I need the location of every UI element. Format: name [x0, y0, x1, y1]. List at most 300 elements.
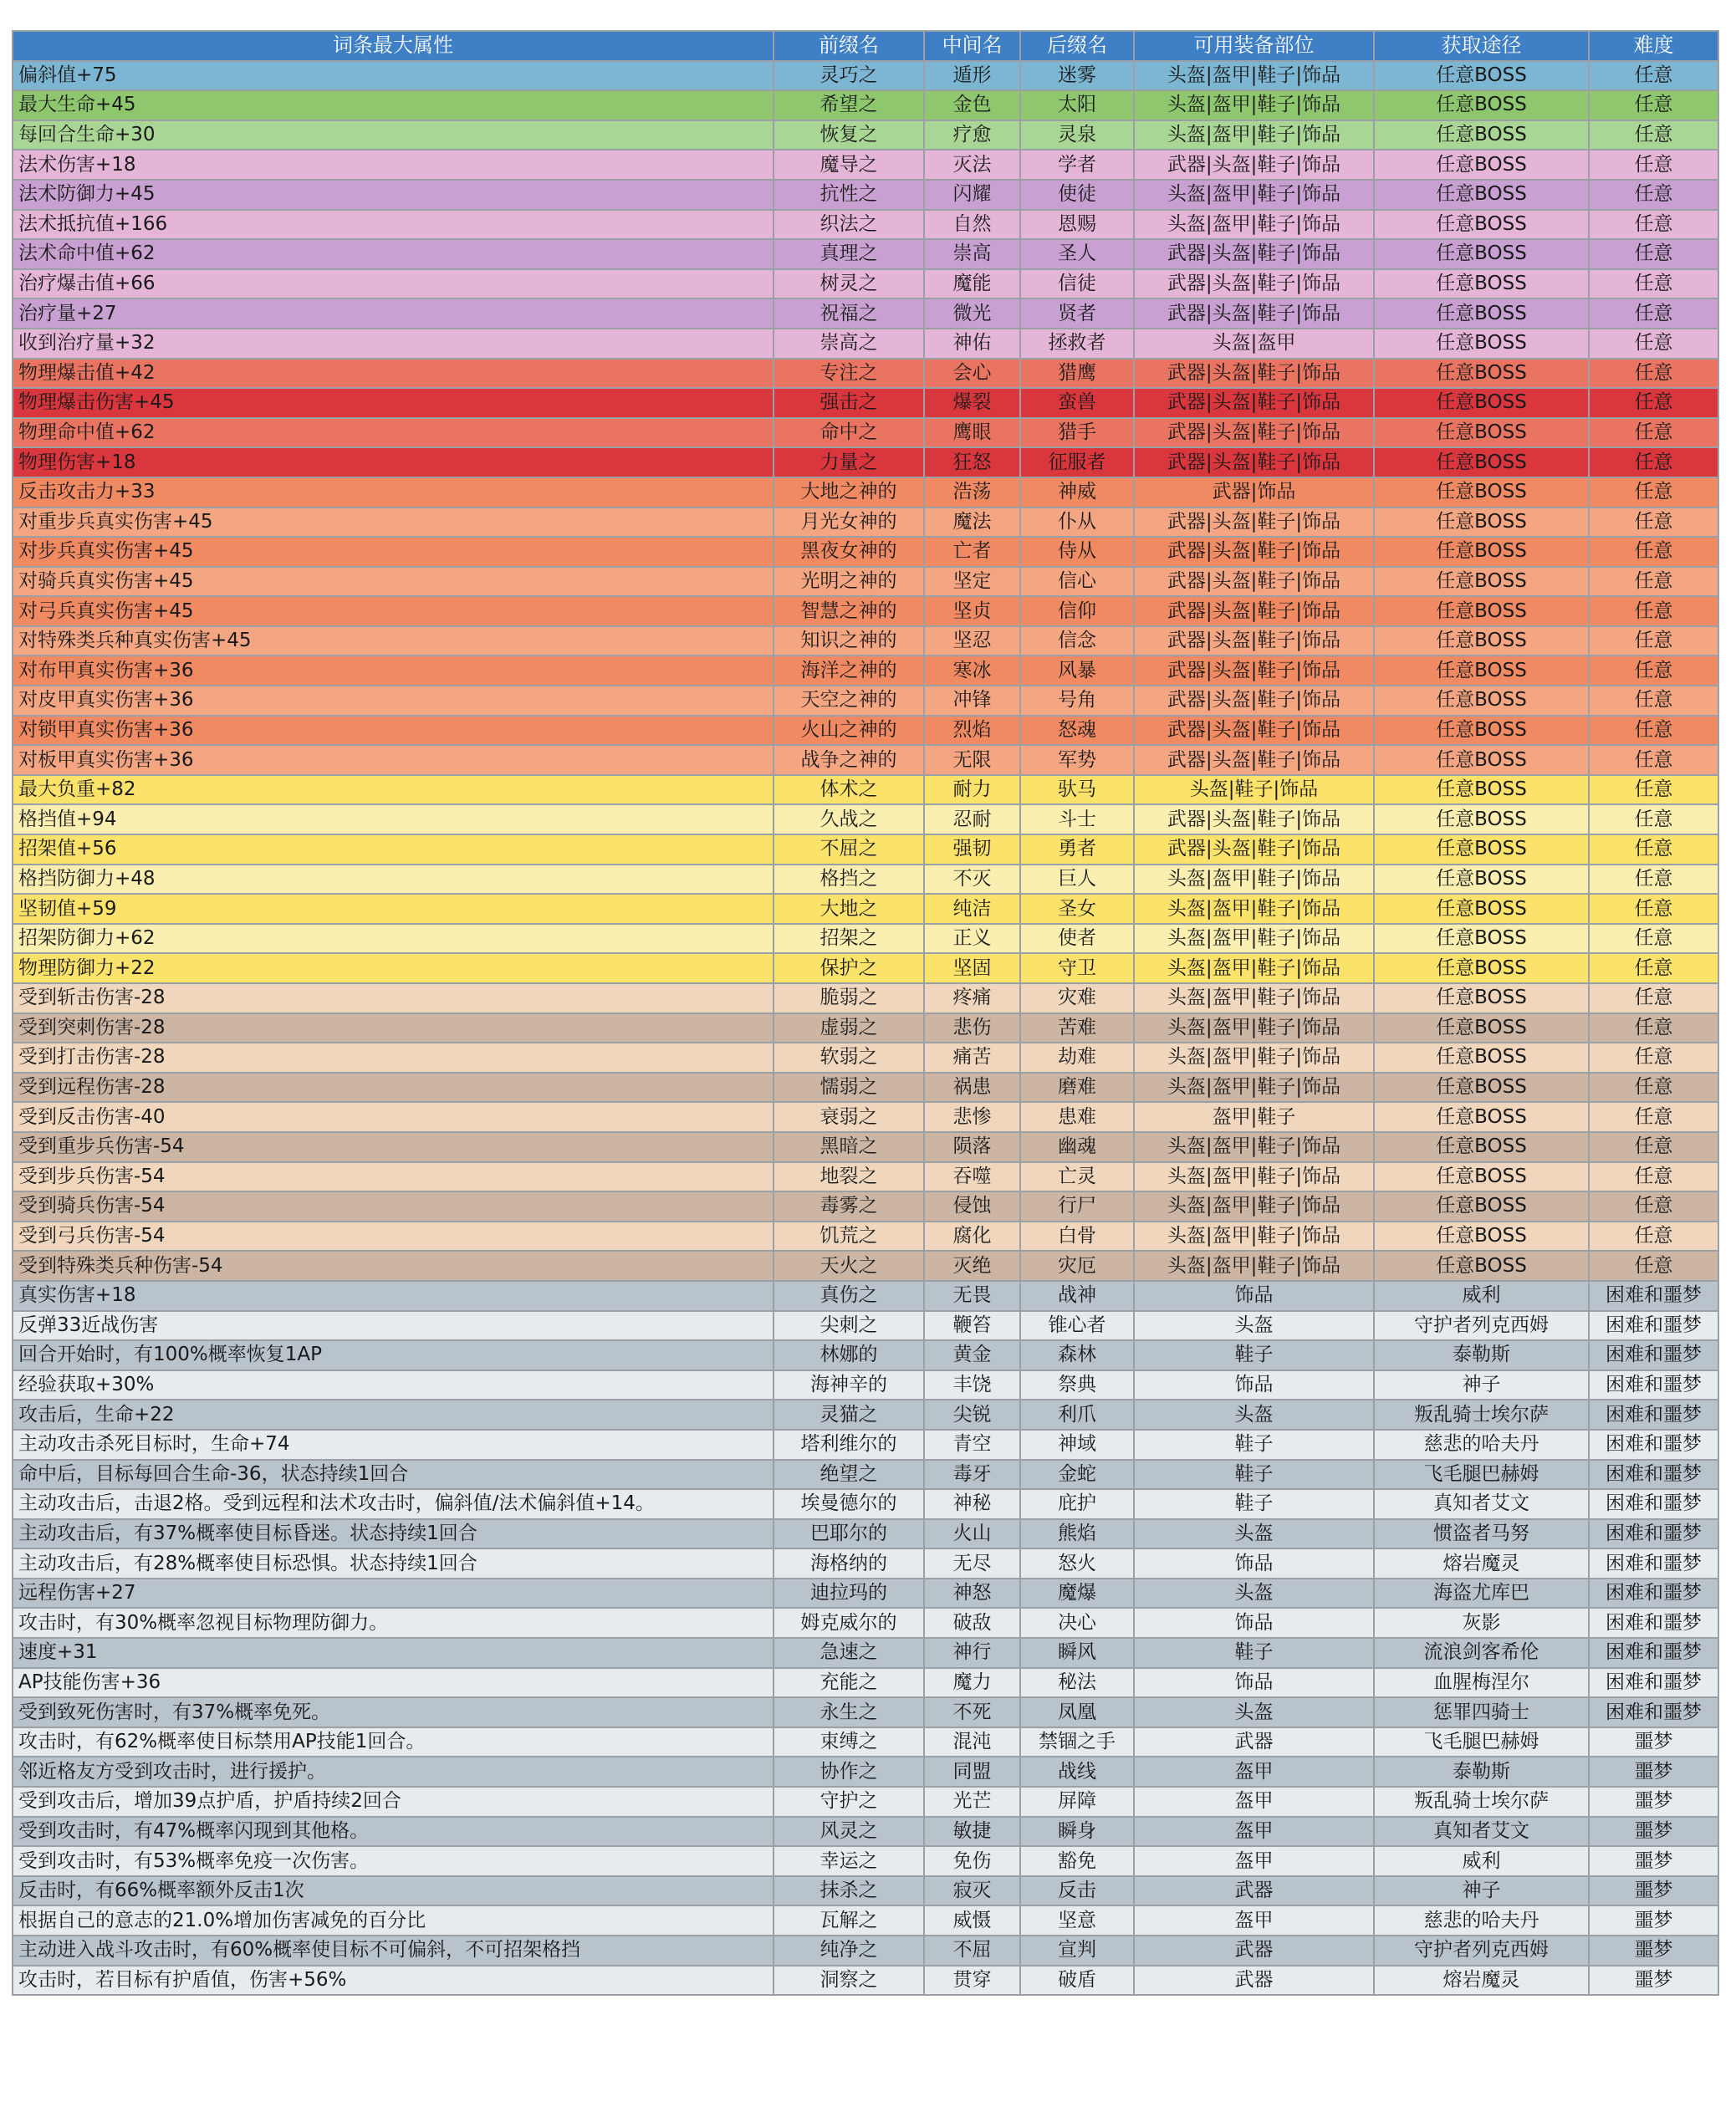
- attribute-cell[interactable]: 受到致死伤害时，有37%概率免死。: [13, 1697, 774, 1727]
- slot-cell[interactable]: 头盔|盔甲|鞋子|饰品: [1134, 1251, 1374, 1281]
- prefix-cell[interactable]: 火山之神的: [774, 716, 924, 746]
- attribute-cell[interactable]: 反击攻击力+33: [13, 477, 774, 508]
- attribute-cell[interactable]: 物理防御力+22: [13, 953, 774, 983]
- suffix-cell[interactable]: 破盾: [1020, 1966, 1134, 1996]
- attribute-cell[interactable]: 对重步兵真实伤害+45: [13, 508, 774, 538]
- source-cell[interactable]: 慈悲的哈夫丹: [1374, 1905, 1589, 1936]
- source-cell[interactable]: 任意BOSS: [1374, 388, 1589, 418]
- difficulty-cell[interactable]: 任意: [1589, 626, 1718, 656]
- middle-cell[interactable]: 黄金: [924, 1340, 1020, 1370]
- prefix-cell[interactable]: 洞察之: [774, 1966, 924, 1996]
- middle-cell[interactable]: 魔力: [924, 1668, 1020, 1698]
- header-suffix[interactable]: 后缀名: [1020, 31, 1134, 61]
- prefix-cell[interactable]: 海格纳的: [774, 1548, 924, 1579]
- difficulty-cell[interactable]: 任意: [1589, 745, 1718, 775]
- middle-cell[interactable]: 爆裂: [924, 388, 1020, 418]
- slot-cell[interactable]: 头盔: [1134, 1400, 1374, 1430]
- prefix-cell[interactable]: 黑夜女神的: [774, 537, 924, 567]
- difficulty-cell[interactable]: 噩梦: [1589, 1876, 1718, 1906]
- middle-cell[interactable]: 亡者: [924, 537, 1020, 567]
- attribute-cell[interactable]: 受到远程伤害-28: [13, 1073, 774, 1103]
- source-cell[interactable]: 任意BOSS: [1374, 418, 1589, 448]
- slot-cell[interactable]: 饰品: [1134, 1370, 1374, 1400]
- difficulty-cell[interactable]: 任意: [1589, 834, 1718, 865]
- prefix-cell[interactable]: 天空之神的: [774, 686, 924, 716]
- suffix-cell[interactable]: 征服者: [1020, 447, 1134, 477]
- suffix-cell[interactable]: 太阳: [1020, 90, 1134, 120]
- attribute-cell[interactable]: 攻击后，生命+22: [13, 1400, 774, 1430]
- attribute-cell[interactable]: 受到步兵伤害-54: [13, 1162, 774, 1192]
- difficulty-cell[interactable]: 困难和噩梦: [1589, 1638, 1718, 1668]
- suffix-cell[interactable]: 锥心者: [1020, 1311, 1134, 1341]
- suffix-cell[interactable]: 使者: [1020, 924, 1134, 954]
- slot-cell[interactable]: 头盔|盔甲|鞋子|饰品: [1134, 894, 1374, 924]
- slot-cell[interactable]: 头盔|盔甲|鞋子|饰品: [1134, 61, 1374, 91]
- attribute-cell[interactable]: 招架值+56: [13, 834, 774, 865]
- prefix-cell[interactable]: 地裂之: [774, 1162, 924, 1192]
- middle-cell[interactable]: 强韧: [924, 834, 1020, 865]
- attribute-cell[interactable]: 治疗量+27: [13, 298, 774, 329]
- difficulty-cell[interactable]: 困难和噩梦: [1589, 1400, 1718, 1430]
- prefix-cell[interactable]: 饥荒之: [774, 1222, 924, 1252]
- attribute-cell[interactable]: 受到重步兵伤害-54: [13, 1132, 774, 1162]
- header-max-attribute[interactable]: 词条最大属性: [13, 31, 774, 61]
- suffix-cell[interactable]: 圣女: [1020, 894, 1134, 924]
- attribute-cell[interactable]: 受到骑兵伤害-54: [13, 1191, 774, 1222]
- source-cell[interactable]: 任意BOSS: [1374, 865, 1589, 895]
- prefix-cell[interactable]: 强击之: [774, 388, 924, 418]
- prefix-cell[interactable]: 招架之: [774, 924, 924, 954]
- difficulty-cell[interactable]: 任意: [1589, 477, 1718, 508]
- difficulty-cell[interactable]: 任意: [1589, 537, 1718, 567]
- attribute-cell[interactable]: 根据自己的意志的21.0%增加伤害减免的百分比: [13, 1905, 774, 1936]
- prefix-cell[interactable]: 抹杀之: [774, 1876, 924, 1906]
- slot-cell[interactable]: 鞋子: [1134, 1460, 1374, 1490]
- slot-cell[interactable]: 鞋子: [1134, 1638, 1374, 1668]
- prefix-cell[interactable]: 毒雾之: [774, 1191, 924, 1222]
- suffix-cell[interactable]: 豁免: [1020, 1846, 1134, 1876]
- middle-cell[interactable]: 鹰眼: [924, 418, 1020, 448]
- prefix-cell[interactable]: 恢复之: [774, 120, 924, 150]
- prefix-cell[interactable]: 格挡之: [774, 865, 924, 895]
- middle-cell[interactable]: 不屈: [924, 1936, 1020, 1966]
- slot-cell[interactable]: 武器|头盔|鞋子|饰品: [1134, 508, 1374, 538]
- middle-cell[interactable]: 混沌: [924, 1727, 1020, 1757]
- suffix-cell[interactable]: 巨人: [1020, 865, 1134, 895]
- prefix-cell[interactable]: 巴耶尔的: [774, 1519, 924, 1549]
- middle-cell[interactable]: 闪耀: [924, 180, 1020, 210]
- middle-cell[interactable]: 魔能: [924, 269, 1020, 299]
- prefix-cell[interactable]: 天火之: [774, 1251, 924, 1281]
- suffix-cell[interactable]: 信念: [1020, 626, 1134, 656]
- difficulty-cell[interactable]: 任意: [1589, 329, 1718, 359]
- source-cell[interactable]: 神子: [1374, 1876, 1589, 1906]
- middle-cell[interactable]: 冲锋: [924, 686, 1020, 716]
- middle-cell[interactable]: 神秘: [924, 1489, 1020, 1519]
- difficulty-cell[interactable]: 任意: [1589, 983, 1718, 1013]
- slot-cell[interactable]: 头盔: [1134, 1311, 1374, 1341]
- middle-cell[interactable]: 寒冰: [924, 656, 1020, 686]
- source-cell[interactable]: 真知者艾文: [1374, 1817, 1589, 1847]
- slot-cell[interactable]: 武器|头盔|鞋子|饰品: [1134, 567, 1374, 597]
- prefix-cell[interactable]: 体术之: [774, 775, 924, 805]
- middle-cell[interactable]: 不死: [924, 1697, 1020, 1727]
- suffix-cell[interactable]: 魔爆: [1020, 1579, 1134, 1609]
- middle-cell[interactable]: 腐化: [924, 1222, 1020, 1252]
- prefix-cell[interactable]: 衰弱之: [774, 1102, 924, 1132]
- source-cell[interactable]: 任意BOSS: [1374, 1043, 1589, 1073]
- suffix-cell[interactable]: 贤者: [1020, 298, 1134, 329]
- slot-cell[interactable]: 武器|头盔|鞋子|饰品: [1134, 388, 1374, 418]
- attribute-cell[interactable]: 受到弓兵伤害-54: [13, 1222, 774, 1252]
- attribute-cell[interactable]: 攻击时，若目标有护盾值，伤害+56%: [13, 1966, 774, 1996]
- attribute-cell[interactable]: 攻击时，有30%概率忽视目标物理防御力。: [13, 1608, 774, 1638]
- attribute-cell[interactable]: 经验获取+30%: [13, 1370, 774, 1400]
- middle-cell[interactable]: 悲伤: [924, 1013, 1020, 1043]
- difficulty-cell[interactable]: 噩梦: [1589, 1817, 1718, 1847]
- source-cell[interactable]: 任意BOSS: [1374, 924, 1589, 954]
- difficulty-cell[interactable]: 困难和噩梦: [1589, 1697, 1718, 1727]
- attribute-cell[interactable]: 对锁甲真实伤害+36: [13, 716, 774, 746]
- middle-cell[interactable]: 疼痛: [924, 983, 1020, 1013]
- difficulty-cell[interactable]: 噩梦: [1589, 1966, 1718, 1996]
- difficulty-cell[interactable]: 困难和噩梦: [1589, 1311, 1718, 1341]
- suffix-cell[interactable]: 神威: [1020, 477, 1134, 508]
- difficulty-cell[interactable]: 任意: [1589, 567, 1718, 597]
- difficulty-cell[interactable]: 噩梦: [1589, 1727, 1718, 1757]
- difficulty-cell[interactable]: 困难和噩梦: [1589, 1548, 1718, 1579]
- attribute-cell[interactable]: 对板甲真实伤害+36: [13, 745, 774, 775]
- suffix-cell[interactable]: 拯救者: [1020, 329, 1134, 359]
- source-cell[interactable]: 任意BOSS: [1374, 1191, 1589, 1222]
- prefix-cell[interactable]: 海神辛的: [774, 1370, 924, 1400]
- source-cell[interactable]: 真知者艾文: [1374, 1489, 1589, 1519]
- source-cell[interactable]: 任意BOSS: [1374, 120, 1589, 150]
- attribute-cell[interactable]: 格挡防御力+48: [13, 865, 774, 895]
- slot-cell[interactable]: 武器|头盔|鞋子|饰品: [1134, 745, 1374, 775]
- difficulty-cell[interactable]: 任意: [1589, 1132, 1718, 1162]
- prefix-cell[interactable]: 迪拉玛的: [774, 1579, 924, 1609]
- middle-cell[interactable]: 敏捷: [924, 1817, 1020, 1847]
- middle-cell[interactable]: 鞭笞: [924, 1311, 1020, 1341]
- header-prefix[interactable]: 前缀名: [774, 31, 924, 61]
- suffix-cell[interactable]: 凤凰: [1020, 1697, 1134, 1727]
- middle-cell[interactable]: 无尽: [924, 1548, 1020, 1579]
- middle-cell[interactable]: 神怒: [924, 1579, 1020, 1609]
- suffix-cell[interactable]: 瞬风: [1020, 1638, 1134, 1668]
- attribute-cell[interactable]: 对骑兵真实伤害+45: [13, 567, 774, 597]
- difficulty-cell[interactable]: 任意: [1589, 150, 1718, 180]
- header-equipment-slot[interactable]: 可用装备部位: [1134, 31, 1374, 61]
- source-cell[interactable]: 任意BOSS: [1374, 329, 1589, 359]
- difficulty-cell[interactable]: 任意: [1589, 269, 1718, 299]
- slot-cell[interactable]: 武器|头盔|鞋子|饰品: [1134, 834, 1374, 865]
- slot-cell[interactable]: 头盔: [1134, 1579, 1374, 1609]
- difficulty-cell[interactable]: 任意: [1589, 120, 1718, 150]
- prefix-cell[interactable]: 软弱之: [774, 1043, 924, 1073]
- middle-cell[interactable]: 无畏: [924, 1281, 1020, 1311]
- slot-cell[interactable]: 头盔: [1134, 1519, 1374, 1549]
- slot-cell[interactable]: 武器|头盔|鞋子|饰品: [1134, 596, 1374, 626]
- middle-cell[interactable]: 会心: [924, 359, 1020, 389]
- slot-cell[interactable]: 饰品: [1134, 1668, 1374, 1698]
- attribute-cell[interactable]: 最大生命+45: [13, 90, 774, 120]
- suffix-cell[interactable]: 宣判: [1020, 1936, 1134, 1966]
- prefix-cell[interactable]: 魔导之: [774, 150, 924, 180]
- slot-cell[interactable]: 武器|头盔|鞋子|饰品: [1134, 626, 1374, 656]
- prefix-cell[interactable]: 树灵之: [774, 269, 924, 299]
- slot-cell[interactable]: 头盔|盔甲|鞋子|饰品: [1134, 924, 1374, 954]
- attribute-cell[interactable]: 受到突刺伤害-28: [13, 1013, 774, 1043]
- suffix-cell[interactable]: 禁锢之手: [1020, 1727, 1134, 1757]
- middle-cell[interactable]: 烈焰: [924, 716, 1020, 746]
- difficulty-cell[interactable]: 任意: [1589, 804, 1718, 834]
- source-cell[interactable]: 惩罪四骑士: [1374, 1697, 1589, 1727]
- middle-cell[interactable]: 丰饶: [924, 1370, 1020, 1400]
- suffix-cell[interactable]: 侍从: [1020, 537, 1134, 567]
- slot-cell[interactable]: 武器|头盔|鞋子|饰品: [1134, 298, 1374, 329]
- attribute-cell[interactable]: 物理伤害+18: [13, 447, 774, 477]
- suffix-cell[interactable]: 白骨: [1020, 1222, 1134, 1252]
- difficulty-cell[interactable]: 困难和噩梦: [1589, 1519, 1718, 1549]
- prefix-cell[interactable]: 协作之: [774, 1757, 924, 1787]
- suffix-cell[interactable]: 熊焰: [1020, 1519, 1134, 1549]
- suffix-cell[interactable]: 屏障: [1020, 1787, 1134, 1817]
- source-cell[interactable]: 任意BOSS: [1374, 804, 1589, 834]
- attribute-cell[interactable]: 受到特殊类兵种伤害-54: [13, 1251, 774, 1281]
- attribute-cell[interactable]: 收到治疗量+32: [13, 329, 774, 359]
- attribute-cell[interactable]: 法术抵抗值+166: [13, 210, 774, 240]
- slot-cell[interactable]: 盔甲: [1134, 1905, 1374, 1936]
- slot-cell[interactable]: 鞋子: [1134, 1340, 1374, 1370]
- source-cell[interactable]: 任意BOSS: [1374, 1251, 1589, 1281]
- middle-cell[interactable]: 微光: [924, 298, 1020, 329]
- suffix-cell[interactable]: 反击: [1020, 1876, 1134, 1906]
- difficulty-cell[interactable]: 任意: [1589, 686, 1718, 716]
- difficulty-cell[interactable]: 任意: [1589, 1013, 1718, 1043]
- suffix-cell[interactable]: 森林: [1020, 1340, 1134, 1370]
- prefix-cell[interactable]: 力量之: [774, 447, 924, 477]
- source-cell[interactable]: 任意BOSS: [1374, 537, 1589, 567]
- attribute-cell[interactable]: 主动进入战斗攻击时，有60%概率使目标不可偏斜，不可招架格挡: [13, 1936, 774, 1966]
- source-cell[interactable]: 海盗尤库巴: [1374, 1579, 1589, 1609]
- suffix-cell[interactable]: 庇护: [1020, 1489, 1134, 1519]
- difficulty-cell[interactable]: 任意: [1589, 508, 1718, 538]
- difficulty-cell[interactable]: 困难和噩梦: [1589, 1340, 1718, 1370]
- prefix-cell[interactable]: 瓦解之: [774, 1905, 924, 1936]
- slot-cell[interactable]: 鞋子: [1134, 1430, 1374, 1460]
- middle-cell[interactable]: 坚忍: [924, 626, 1020, 656]
- source-cell[interactable]: 任意BOSS: [1374, 626, 1589, 656]
- attribute-cell[interactable]: 受到打击伤害-28: [13, 1043, 774, 1073]
- attribute-cell[interactable]: 主动攻击后，有37%概率使目标昏迷。状态持续1回合: [13, 1519, 774, 1549]
- difficulty-cell[interactable]: 任意: [1589, 1251, 1718, 1281]
- middle-cell[interactable]: 坚贞: [924, 596, 1020, 626]
- difficulty-cell[interactable]: 任意: [1589, 775, 1718, 805]
- slot-cell[interactable]: 头盔|盔甲|鞋子|饰品: [1134, 90, 1374, 120]
- slot-cell[interactable]: 头盔|盔甲|鞋子|饰品: [1134, 210, 1374, 240]
- suffix-cell[interactable]: 利爪: [1020, 1400, 1134, 1430]
- difficulty-cell[interactable]: 困难和噩梦: [1589, 1281, 1718, 1311]
- suffix-cell[interactable]: 军势: [1020, 745, 1134, 775]
- suffix-cell[interactable]: 猎手: [1020, 418, 1134, 448]
- attribute-cell[interactable]: 治疗爆击值+66: [13, 269, 774, 299]
- difficulty-cell[interactable]: 困难和噩梦: [1589, 1579, 1718, 1609]
- suffix-cell[interactable]: 圣人: [1020, 239, 1134, 269]
- slot-cell[interactable]: 武器|头盔|鞋子|饰品: [1134, 804, 1374, 834]
- source-cell[interactable]: 飞毛腿巴赫姆: [1374, 1460, 1589, 1490]
- suffix-cell[interactable]: 蛮兽: [1020, 388, 1134, 418]
- slot-cell[interactable]: 武器: [1134, 1936, 1374, 1966]
- suffix-cell[interactable]: 决心: [1020, 1608, 1134, 1638]
- source-cell[interactable]: 任意BOSS: [1374, 894, 1589, 924]
- suffix-cell[interactable]: 斗士: [1020, 804, 1134, 834]
- slot-cell[interactable]: 武器|头盔|鞋子|饰品: [1134, 150, 1374, 180]
- difficulty-cell[interactable]: 困难和噩梦: [1589, 1608, 1718, 1638]
- difficulty-cell[interactable]: 噩梦: [1589, 1846, 1718, 1876]
- middle-cell[interactable]: 寂灭: [924, 1876, 1020, 1906]
- difficulty-cell[interactable]: 任意: [1589, 894, 1718, 924]
- attribute-cell[interactable]: 坚韧值+59: [13, 894, 774, 924]
- suffix-cell[interactable]: 瞬身: [1020, 1817, 1134, 1847]
- attribute-cell[interactable]: 主动攻击杀死目标时，生命+74: [13, 1430, 774, 1460]
- slot-cell[interactable]: 武器|头盔|鞋子|饰品: [1134, 686, 1374, 716]
- prefix-cell[interactable]: 智慧之神的: [774, 596, 924, 626]
- prefix-cell[interactable]: 埃曼德尔的: [774, 1489, 924, 1519]
- prefix-cell[interactable]: 灵猫之: [774, 1400, 924, 1430]
- source-cell[interactable]: 任意BOSS: [1374, 359, 1589, 389]
- middle-cell[interactable]: 坚固: [924, 953, 1020, 983]
- suffix-cell[interactable]: 劫难: [1020, 1043, 1134, 1073]
- middle-cell[interactable]: 同盟: [924, 1757, 1020, 1787]
- prefix-cell[interactable]: 永生之: [774, 1697, 924, 1727]
- attribute-cell[interactable]: 主动攻击后，击退2格。受到远程和法术攻击时，偏斜值/法术偏斜值+14。: [13, 1489, 774, 1519]
- slot-cell[interactable]: 头盔|盔甲|鞋子|饰品: [1134, 1043, 1374, 1073]
- slot-cell[interactable]: 饰品: [1134, 1548, 1374, 1579]
- attribute-cell[interactable]: 攻击时，有62%概率使目标禁用AP技能1回合。: [13, 1727, 774, 1757]
- middle-cell[interactable]: 吞噬: [924, 1162, 1020, 1192]
- slot-cell[interactable]: 饰品: [1134, 1281, 1374, 1311]
- suffix-cell[interactable]: 猎鹰: [1020, 359, 1134, 389]
- suffix-cell[interactable]: 战神: [1020, 1281, 1134, 1311]
- difficulty-cell[interactable]: 噩梦: [1589, 1757, 1718, 1787]
- slot-cell[interactable]: 武器|头盔|鞋子|饰品: [1134, 656, 1374, 686]
- difficulty-cell[interactable]: 任意: [1589, 1222, 1718, 1252]
- suffix-cell[interactable]: 迷雾: [1020, 61, 1134, 91]
- difficulty-cell[interactable]: 任意: [1589, 865, 1718, 895]
- difficulty-cell[interactable]: 任意: [1589, 656, 1718, 686]
- source-cell[interactable]: 任意BOSS: [1374, 239, 1589, 269]
- attribute-cell[interactable]: 反击时，有66%概率额外反击1次: [13, 1876, 774, 1906]
- attribute-cell[interactable]: 受到攻击时，有47%概率闪现到其他格。: [13, 1817, 774, 1847]
- suffix-cell[interactable]: 灾难: [1020, 983, 1134, 1013]
- middle-cell[interactable]: 灭法: [924, 150, 1020, 180]
- middle-cell[interactable]: 狂怒: [924, 447, 1020, 477]
- difficulty-cell[interactable]: 任意: [1589, 1073, 1718, 1103]
- prefix-cell[interactable]: 不屈之: [774, 834, 924, 865]
- slot-cell[interactable]: 武器: [1134, 1966, 1374, 1996]
- middle-cell[interactable]: 疗愈: [924, 120, 1020, 150]
- attribute-cell[interactable]: 回合开始时，有100%概率恢复1AP: [13, 1340, 774, 1370]
- slot-cell[interactable]: 武器|头盔|鞋子|饰品: [1134, 269, 1374, 299]
- slot-cell[interactable]: 武器|头盔|鞋子|饰品: [1134, 418, 1374, 448]
- slot-cell[interactable]: 头盔|盔甲|鞋子|饰品: [1134, 180, 1374, 210]
- difficulty-cell[interactable]: 噩梦: [1589, 1936, 1718, 1966]
- slot-cell[interactable]: 饰品: [1134, 1608, 1374, 1638]
- prefix-cell[interactable]: 林娜的: [774, 1340, 924, 1370]
- attribute-cell[interactable]: 物理命中值+62: [13, 418, 774, 448]
- suffix-cell[interactable]: 仆从: [1020, 508, 1134, 538]
- prefix-cell[interactable]: 幸运之: [774, 1846, 924, 1876]
- suffix-cell[interactable]: 幽魂: [1020, 1132, 1134, 1162]
- suffix-cell[interactable]: 怒火: [1020, 1548, 1134, 1579]
- attribute-cell[interactable]: 对布甲真实伤害+36: [13, 656, 774, 686]
- attribute-cell[interactable]: 每回合生命+30: [13, 120, 774, 150]
- slot-cell[interactable]: 盔甲: [1134, 1787, 1374, 1817]
- attribute-cell[interactable]: 格挡值+94: [13, 804, 774, 834]
- attribute-cell[interactable]: 招架防御力+62: [13, 924, 774, 954]
- source-cell[interactable]: 任意BOSS: [1374, 508, 1589, 538]
- prefix-cell[interactable]: 月光女神的: [774, 508, 924, 538]
- prefix-cell[interactable]: 姆克威尔的: [774, 1608, 924, 1638]
- suffix-cell[interactable]: 灵泉: [1020, 120, 1134, 150]
- source-cell[interactable]: 飞毛腿巴赫姆: [1374, 1727, 1589, 1757]
- middle-cell[interactable]: 纯洁: [924, 894, 1020, 924]
- difficulty-cell[interactable]: 任意: [1589, 210, 1718, 240]
- slot-cell[interactable]: 头盔|盔甲: [1134, 329, 1374, 359]
- difficulty-cell[interactable]: 困难和噩梦: [1589, 1489, 1718, 1519]
- prefix-cell[interactable]: 希望之: [774, 90, 924, 120]
- slot-cell[interactable]: 头盔|盔甲|鞋子|饰品: [1134, 983, 1374, 1013]
- header-middle[interactable]: 中间名: [924, 31, 1020, 61]
- attribute-cell[interactable]: 对皮甲真实伤害+36: [13, 686, 774, 716]
- difficulty-cell[interactable]: 噩梦: [1589, 1787, 1718, 1817]
- middle-cell[interactable]: 耐力: [924, 775, 1020, 805]
- difficulty-cell[interactable]: 任意: [1589, 447, 1718, 477]
- middle-cell[interactable]: 不灭: [924, 865, 1020, 895]
- slot-cell[interactable]: 盔甲: [1134, 1757, 1374, 1787]
- middle-cell[interactable]: 祸患: [924, 1073, 1020, 1103]
- prefix-cell[interactable]: 光明之神的: [774, 567, 924, 597]
- slot-cell[interactable]: 头盔|盔甲|鞋子|饰品: [1134, 120, 1374, 150]
- source-cell[interactable]: 任意BOSS: [1374, 656, 1589, 686]
- prefix-cell[interactable]: 虚弱之: [774, 1013, 924, 1043]
- difficulty-cell[interactable]: 任意: [1589, 388, 1718, 418]
- difficulty-cell[interactable]: 困难和噩梦: [1589, 1668, 1718, 1698]
- slot-cell[interactable]: 头盔|盔甲|鞋子|饰品: [1134, 953, 1374, 983]
- source-cell[interactable]: 灰影: [1374, 1608, 1589, 1638]
- attribute-cell[interactable]: 命中后，目标每回合生命-36，状态持续1回合: [13, 1460, 774, 1490]
- source-cell[interactable]: 慈悲的哈夫丹: [1374, 1430, 1589, 1460]
- source-cell[interactable]: 任意BOSS: [1374, 686, 1589, 716]
- source-cell[interactable]: 威利: [1374, 1281, 1589, 1311]
- source-cell[interactable]: 任意BOSS: [1374, 180, 1589, 210]
- prefix-cell[interactable]: 束缚之: [774, 1727, 924, 1757]
- slot-cell[interactable]: 武器|饰品: [1134, 477, 1374, 508]
- attribute-cell[interactable]: 主动攻击后，有28%概率使目标恐惧。状态持续1回合: [13, 1548, 774, 1579]
- prefix-cell[interactable]: 绝望之: [774, 1460, 924, 1490]
- suffix-cell[interactable]: 使徒: [1020, 180, 1134, 210]
- slot-cell[interactable]: 武器|头盔|鞋子|饰品: [1134, 447, 1374, 477]
- suffix-cell[interactable]: 磨难: [1020, 1073, 1134, 1103]
- attribute-cell[interactable]: 对步兵真实伤害+45: [13, 537, 774, 567]
- middle-cell[interactable]: 神佑: [924, 329, 1020, 359]
- middle-cell[interactable]: 神行: [924, 1638, 1020, 1668]
- attribute-cell[interactable]: 反弹33近战伤害: [13, 1311, 774, 1341]
- suffix-cell[interactable]: 祭典: [1020, 1370, 1134, 1400]
- middle-cell[interactable]: 坚定: [924, 567, 1020, 597]
- suffix-cell[interactable]: 行尸: [1020, 1191, 1134, 1222]
